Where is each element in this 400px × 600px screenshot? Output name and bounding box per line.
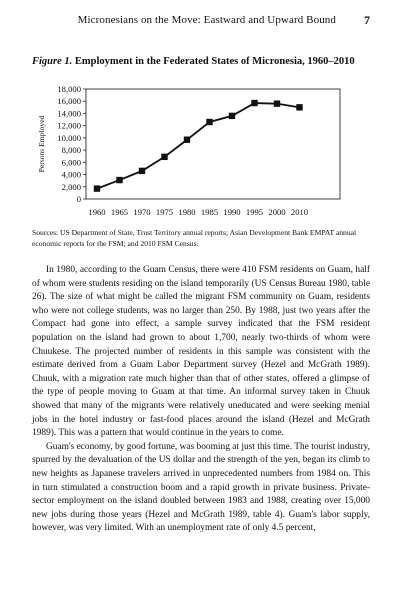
data-point-marker	[274, 100, 280, 106]
data-point-marker	[251, 100, 257, 106]
x-tick-label: 1980	[178, 207, 196, 217]
y-tick-label: 16,000	[57, 96, 81, 107]
y-tick-label: 6,000	[61, 157, 81, 168]
body-text	[32, 264, 370, 536]
y-tick-label: 2,000	[61, 181, 81, 192]
paragraph: Guam's economy, by good fortune, was booming at just this time. The tourist industry, spurred by the devaluation of the US dollar and the strength of the yen, began its climb to new heights as Japanese travelers arrived in unprecedented numbers from 1984 on. This in turn stimulated a construction boom and a rapid growth in private business. Private-sector employment on the island doubled between 1983 and 1988, creating over 15,000 new jobs during those years (Hezel and McGrath 1989, table 4). Guam's labor supply, however, was very limited. With an unemployment rate of only 4.5 percent,	[32, 441, 370, 534]
figure-caption	[32, 56, 372, 67]
running-head	[32, 14, 370, 28]
x-tick-label: 1995	[245, 207, 264, 217]
data-point-marker	[229, 113, 235, 119]
data-point-marker	[116, 177, 122, 183]
x-tick-label: 2000	[268, 207, 286, 217]
paragraph: In 1980, according to the Guam Census, there were 410 FSM residents on Guam, half of whom were students residing on the island temporarily (US Census Bureau 1980, table 26). The size of what might be called the migrant FSM community on Guam, residents who were not college students, was no larger than 250. By 1988, just two years after the Compact had gone into effect, a sample survey indicated that the FSM resident population on the island had grown to about 1,700, nearly two-thirds of whom were Chuukese. The projected number of residents in this sample was consistent with the estimate derived from a Guam Labor Department survey (Hezel and McGrath 1989). Chuuk, with a migration rate much higher than that of other states, offered a glimpse of the type of people moving to Guam at that time. An informal survey taken in Chuuk showed that many of the migrants were relatively uneducated and were seeking menial jobs in the hotel industry or fast-food places around the island (Hezel and McGrath 1989). This was a pattern that would continue in the years to come.	[32, 265, 370, 439]
running-head-title: Micronesians on the Move: Eastward and Upward Bound	[77, 14, 336, 26]
data-point-marker	[161, 154, 167, 160]
x-tick-label: 1960	[88, 207, 106, 217]
data-point-marker	[94, 185, 100, 191]
x-tick-label: 2010	[290, 207, 309, 217]
chart-svg	[0, 80, 400, 225]
figure-label: Figure 1.	[32, 56, 73, 67]
data-point-marker	[139, 168, 145, 174]
y-axis-label: Persons Employed	[37, 115, 46, 173]
page-number: 7	[364, 13, 370, 27]
employment-chart	[0, 80, 400, 225]
x-tick-label: 1975	[155, 207, 174, 217]
x-tick-label: 1985	[200, 207, 219, 217]
x-tick-label: 1990	[223, 207, 241, 217]
data-point-marker	[184, 137, 190, 143]
y-tick-label: 10,000	[57, 132, 81, 143]
data-point-marker	[206, 119, 212, 125]
y-tick-label: 14,000	[57, 108, 81, 119]
y-tick-label: 18,000	[57, 84, 81, 94]
x-tick-label: 1965	[110, 207, 129, 217]
data-point-marker	[296, 104, 302, 110]
x-tick-label: 1970	[133, 207, 151, 217]
y-tick-label: 0	[76, 194, 81, 204]
y-tick-label: 4,000	[61, 169, 81, 180]
figure-sources: Sources: US Department of State, Trust Territory annual reports; Asian Development Bank EMPAT annual economic reports for the FSM; and 2010 FSM Census.	[32, 228, 357, 248]
y-tick-label: 8,000	[61, 145, 81, 156]
series-line	[97, 103, 300, 189]
figure-title: Employment in the Federated States of Micronesia, 1960–2010	[74, 56, 355, 67]
y-tick-label: 12,000	[57, 120, 81, 131]
